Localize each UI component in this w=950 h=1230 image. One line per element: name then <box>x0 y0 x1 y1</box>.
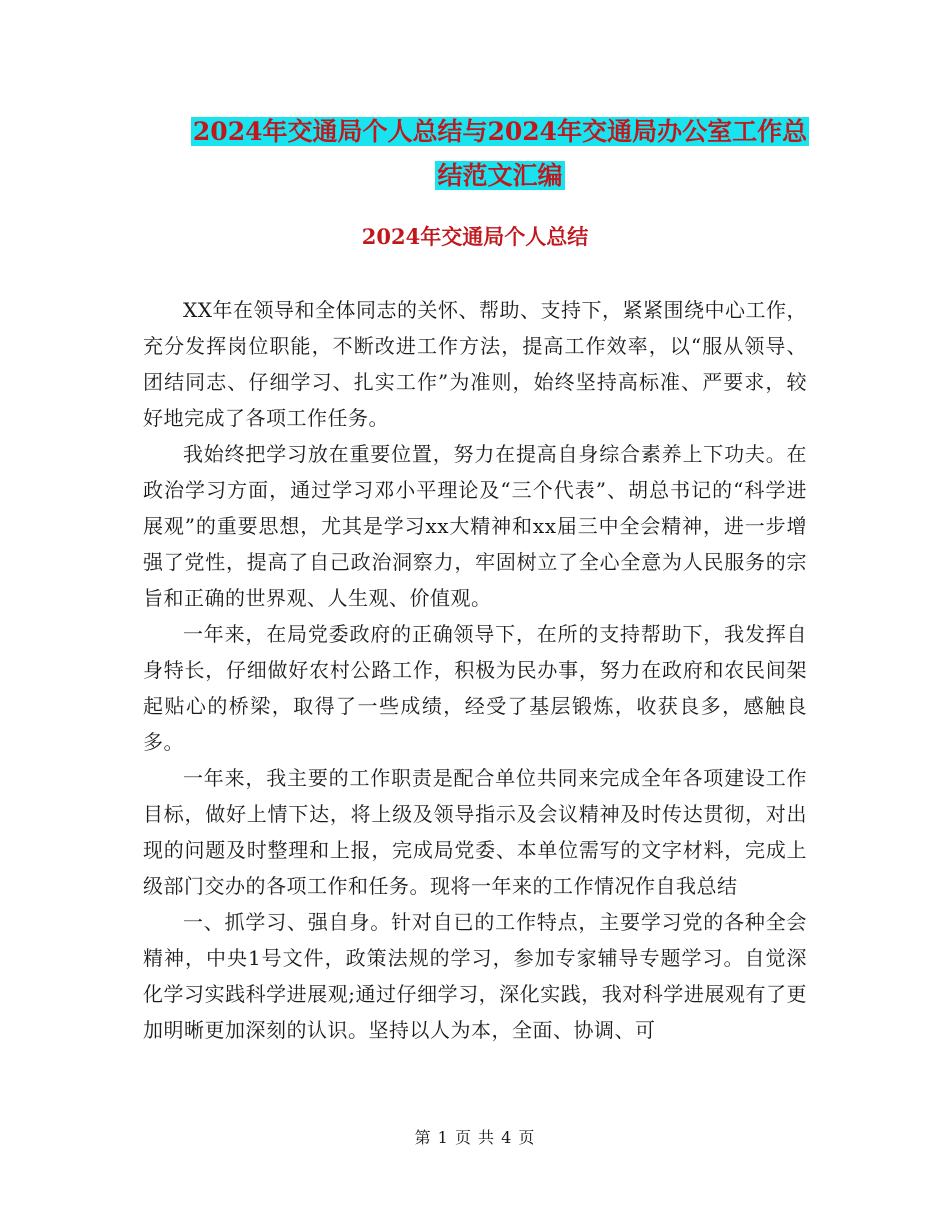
paragraph: 一年来，在局党委政府的正确领导下，在所的支持帮助下，我发挥自身特长，仔细做好农村公路工作，积极为民办事，努力在政府和农民间架起贴心的桥梁，取得了一些成绩，经受了基层锻炼，收获良多，感触良多。 <box>143 622 807 754</box>
paragraph: 我始终把学习放在重要位置，努力在提高自身综合素养上下功夫。在政治学习方面，通过学习邓小平理论及“三个代表”、胡总书记的“科学进展观”的重要思想，尤其是学习xx大精神和xx届三中全会精神，进一步增强了党性，提高了自己政治洞察力，牢固树立了全心全意为人民服务的宗旨和正确的世界观、人生观、价值观。 <box>143 442 807 610</box>
paragraph: 一年来，我主要的工作职责是配合单位共同来完成全年各项建设工作目标，做好上情下达，将上级及领导指示及会议精神及时传达贯彻，对出现的问题及时整理和上报，完成局党委、本单位需写的文字材料，完成上级部门交办的各项工作和任务。现将一年来的工作情况作自我总结 <box>143 766 807 898</box>
document-title-line-1 <box>150 112 850 152</box>
document-title-line-2-text: 结范文汇编 <box>437 161 563 190</box>
section-heading: 2024年交通局个人总结 <box>361 224 589 249</box>
paragraph: XX年在领导和全体同志的关怀、帮助、支持下，紧紧围绕中心工作，充分发挥岗位职能，不断改进工作方法，提高工作效率，以“服从领导、团结同志、仔细学习、扎实工作”为准则，始终坚持高标准、严要求，较好地完成了各项工作任务。 <box>143 298 807 430</box>
document-body <box>143 292 807 1048</box>
paragraph: 一、抓学习、强自身。针对自已的工作特点，主要学习党的各种全会精神，中央1号文件，政策法规的学习，参加专家辅导专题学习。自觉深化学习实践科学进展观;通过仔细学习，深化实践，我对科学进展观有了更加明晰更加深刻的认识。坚持以人为本，全面、协调、可 <box>143 910 807 1042</box>
document-title-line-1-text: 2024年交通局个人总结与2024年交通局办公室工作总 <box>192 117 808 146</box>
page-footer: 第 1 页 共 4 页 <box>414 1128 536 1147</box>
document-title-line-2 <box>150 156 850 196</box>
